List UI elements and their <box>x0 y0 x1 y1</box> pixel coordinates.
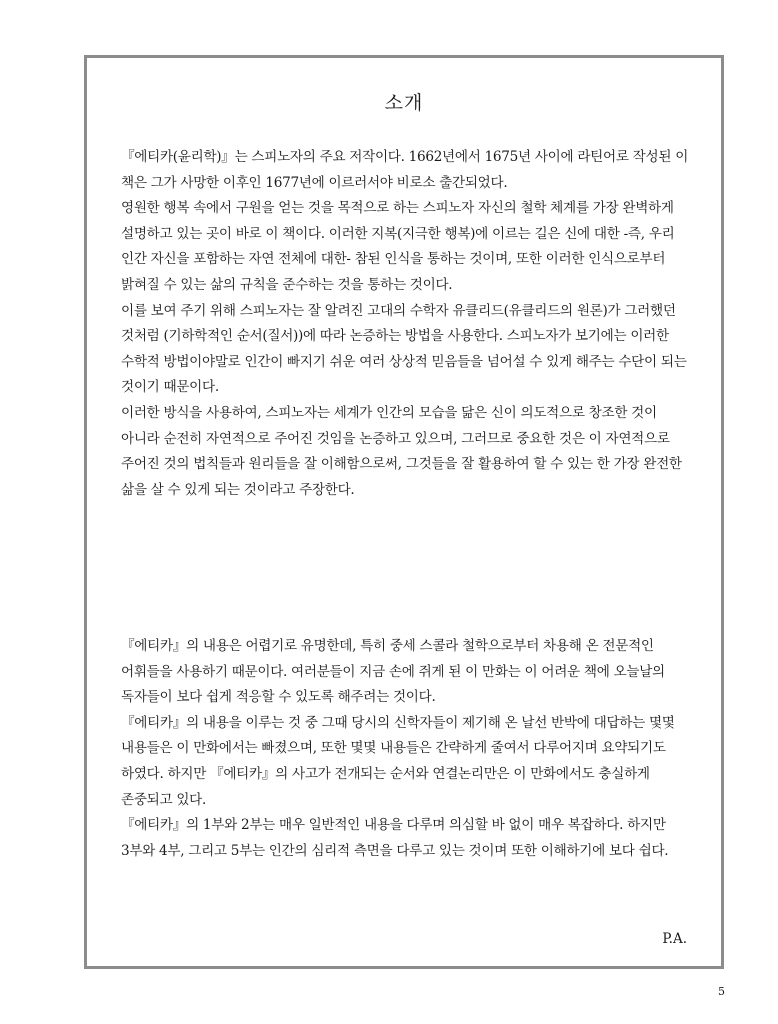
paragraph: 영원한 행복 속에서 구원을 얻는 것을 목적으로 하는 스피노자 자신의 철학 체계를 가장 완벽하게 설명하고 있는 곳이 바로 이 책이다. 이러한 지복(지극한 행복)에 이르는 길은 신에 대한 -즉, 우리 인간 자신을 포함하는 자연 전체에 대한- 참된 인식을 통하는 것이며, 또한 이러한 인식으로부터 밝혀질 수 있는 삶의 규칙을 준수하는 것을 통하는 것이다. <box>121 200 675 293</box>
page-frame <box>84 55 724 969</box>
paragraph: 이를 보여 주기 위해 스피노자는 잘 알려진 고대의 수학자 유클리드(유클리드의 원론)가 그러했던 것처럼 (기하학적인 순서(질서))에 따라 논증하는 방법을 사용한다. 스피노자가 보기에는 이러한 수학적 방법이야말로 인간이 빠지기 쉬운 여러 상상적 믿음들을 넘어설 수 있게 해주는 수단이 되는 것이기 때문이다. <box>121 302 687 396</box>
paragraph: 『에티카』의 1부와 2부는 매우 일반적인 내용을 다루며 의심할 바 없이 매우 복잡하다. 하지만 3부와 4부, 그리고 5부는 인간의 심리적 측면을 다루고 있는 것이며 또한 이해하기에 보다 쉽다. <box>121 817 669 859</box>
author-signature: P.A. <box>662 931 687 947</box>
paragraph: 『에티카(윤리학)』는 스피노자의 주요 저작이다. 1662년에서 1675년 사이에 라틴어로 작성된 이 책은 그가 사망한 이후인 1677년에 이르러서야 비로소 출간되었다. <box>121 149 689 191</box>
paragraph: 『에티카』의 내용을 이루는 것 중 그때 당시의 신학자들이 제기해 온 날선 반박에 대답하는 몇몇 내용들은 이 만화에서는 빠졌으며, 또한 몇몇 내용들은 간략하게 줄여서 다루어지며 요약되기도 하였다. 하지만 『에티카』의 사고가 전개되는 순서와 연결논리만은 이 만화에서도 충실하게 존중되고 있다. <box>121 714 675 808</box>
page-title: 소개 <box>384 92 424 114</box>
paragraph: 이러한 방식을 사용하여, 스피노자는 세계가 인간의 모습을 닮은 신이 의도적으로 창조한 것이 아니라 순전히 자연적으로 주어진 것임을 논증하고 있으며, 그러므로 중요한 것은 이 자연적으로 주어진 것의 법칙들과 원리들을 잘 이해함으로써, 그것들을 잘 활용하여 할 수 있는 한 가장 완전한 삶을 살 수 있게 되는 것이라고 주장한다. <box>121 404 682 498</box>
paragraph: 『에티카』의 내용은 어렵기로 유명한데, 특히 중세 스콜라 철학으로부터 차용해 온 전문적인 어휘들을 사용하기 때문이다. 여러분들이 지금 손에 쥐게 된 이 만화는 이 어려운 책에 오늘날의 독자들이 보다 쉽게 적응할 수 있도록 해주려는 것이다. <box>121 638 665 706</box>
page-number: 5 <box>718 985 725 998</box>
intro-section-2 <box>121 634 691 864</box>
intro-section-1 <box>121 145 691 503</box>
